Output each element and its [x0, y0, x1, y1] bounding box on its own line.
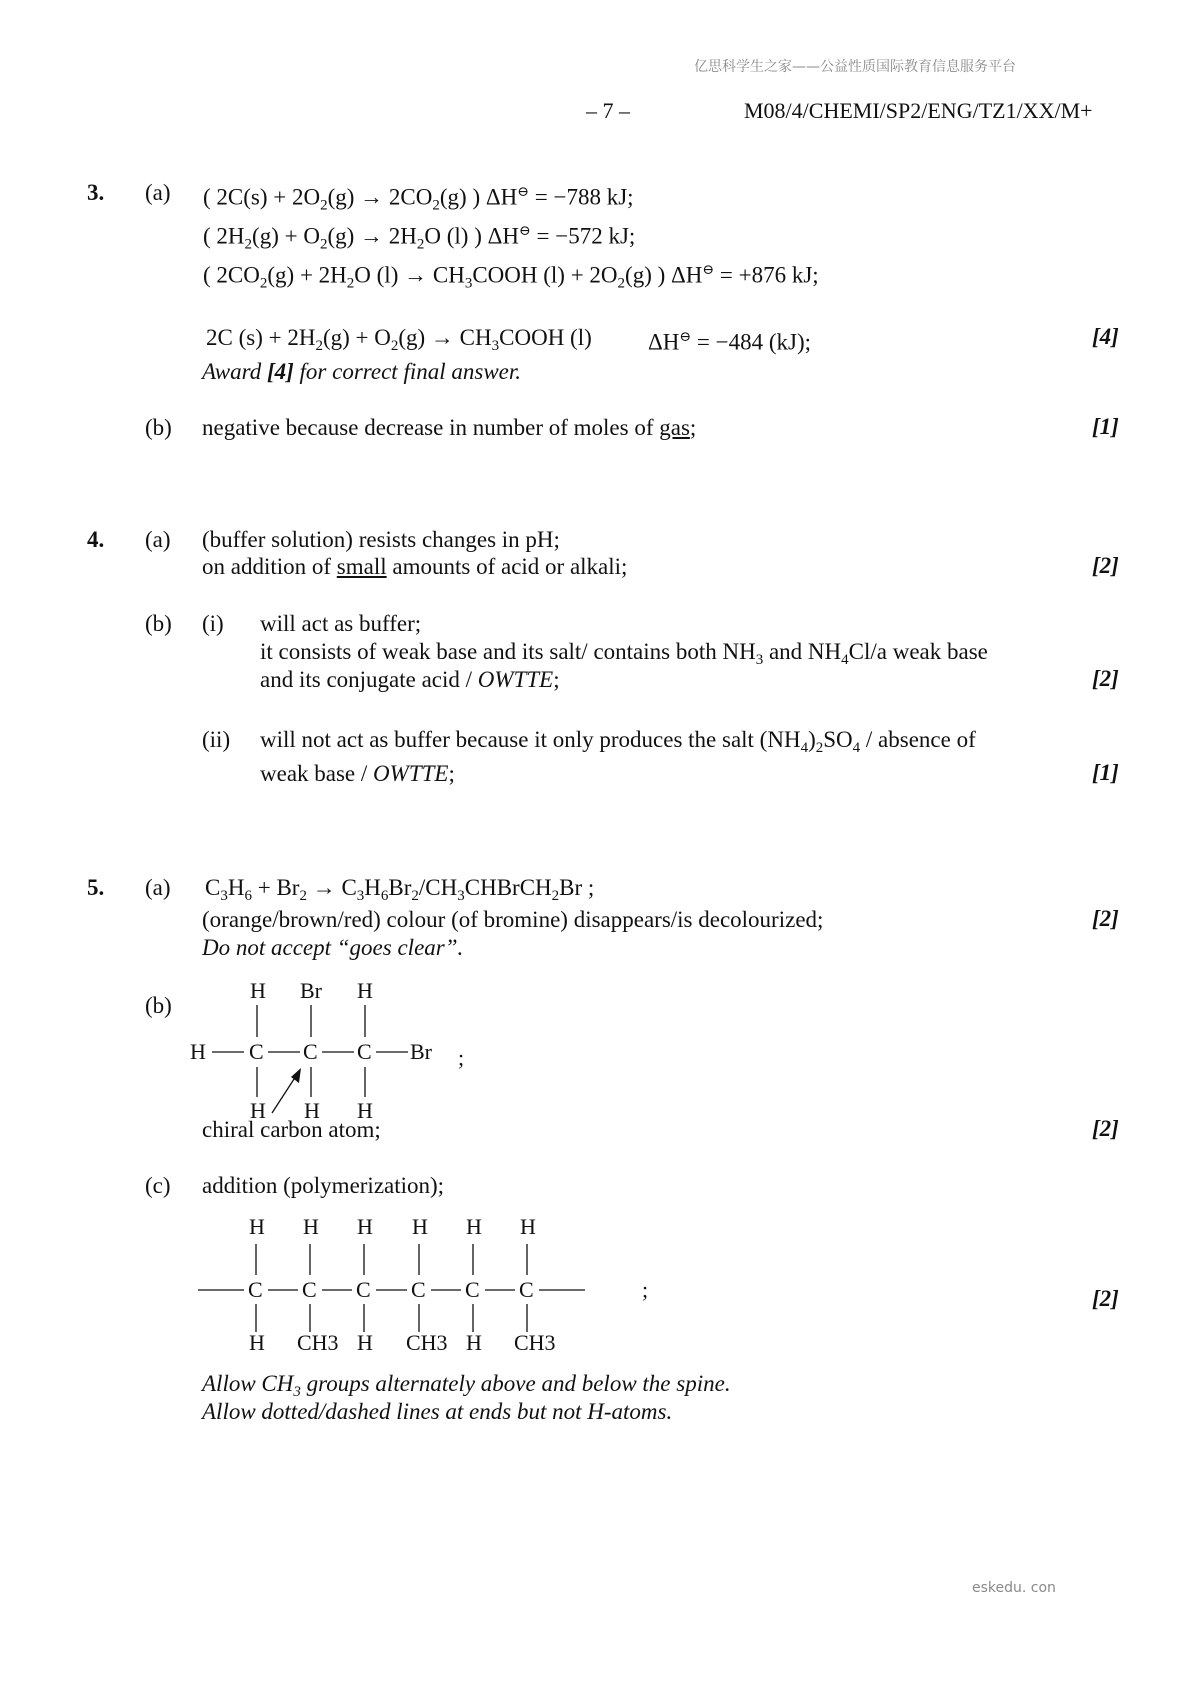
q3a-equation-3: ( $2CO_2(g) + 2H_2O$ $(l) \to CH_3COOH$ $(l) + 2O_2(g)$ ) ΔH⊖ = +876 kJ;	[203, 262, 819, 292]
q3a-final-equation: 2C $(s) + 2H_2(g) + O_2(g)$ → $CH_3COOH$ (l)	[206, 325, 592, 354]
atom-br-right: Br	[410, 1039, 432, 1064]
top-atom-6: H	[520, 1214, 536, 1239]
polypropene-structure	[190, 1200, 690, 1350]
carbon-6: C	[519, 1277, 534, 1302]
q4bii-mark: [1]	[1092, 760, 1119, 785]
q5c-mark: [2]	[1092, 1286, 1119, 1311]
q5c-note-2: Allow dotted/dashed lines at ends but not H-atoms.	[202, 1399, 673, 1424]
structure-semicolon: ;	[642, 1277, 649, 1302]
top-atom-2: H	[303, 1214, 319, 1239]
carbon-2: C	[302, 1277, 317, 1302]
bottom-atom-3: H	[357, 1330, 373, 1350]
q3a-final-enthalpy: ΔH⊖ = −484 (kJ);	[648, 329, 811, 355]
q4bi-label: (i)	[202, 611, 224, 636]
atom-c2: C	[303, 1039, 318, 1064]
bottom-atom-2: CH3	[297, 1330, 339, 1350]
bottom-atom-6: CH3	[514, 1330, 556, 1350]
q5b-mark: [2]	[1092, 1116, 1119, 1141]
carbon-3: C	[356, 1277, 371, 1302]
q5a-mark: [2]	[1092, 906, 1119, 931]
chiral-arrow-shaft	[272, 1076, 296, 1113]
q4bi-line-1: will act as buffer;	[260, 611, 422, 636]
dibromopropane-structure	[180, 975, 500, 1125]
q3a-note: Award [4] for correct final answer.	[202, 359, 522, 384]
paper-code: M08/4/CHEMI/SP2/ENG/TZ1/XX/M+	[744, 98, 1093, 123]
q5a-label: (a)	[145, 875, 171, 900]
q4-number: 4.	[87, 527, 105, 552]
top-atom-5: H	[466, 1214, 482, 1239]
q5b-caption: chiral carbon atom;	[202, 1117, 381, 1142]
page-number: – 7 –	[586, 98, 630, 123]
carbon-1: C	[248, 1277, 263, 1302]
q4a-mark: [2]	[1092, 553, 1119, 578]
q4b-label: (b)	[145, 611, 172, 636]
q3a-equation-1: ( $2C(s) + 2O_2(g) \to 2CO_2(g)$ ) ΔH⊖ = −788 kJ;	[203, 184, 634, 214]
q3b-text: negative because decrease in number of moles of gas;	[202, 415, 697, 440]
atom-h-top-1: H	[250, 978, 266, 1003]
atom-br-top: Br	[300, 978, 322, 1003]
q3a-label: (a)	[145, 180, 171, 205]
atom-h-bot-1: H	[250, 1098, 266, 1123]
atom-h-bot-3: H	[357, 1098, 373, 1123]
q3b-mark: [1]	[1092, 414, 1119, 439]
bottom-atom-5: H	[466, 1330, 482, 1350]
q5c-note-1: Allow $CH_3$ groups alternately above and below the spine.	[202, 1371, 731, 1400]
q5a-note: Do not accept “goes clear”.	[202, 935, 464, 960]
top-atom-3: H	[357, 1214, 373, 1239]
q5b-label: (b)	[145, 993, 172, 1018]
q4a-line-1: (buffer solution) resists changes in pH;	[202, 527, 560, 552]
q3a-equation-2: ( $2H_2(g) + O_2(g) \to 2H_2O$ (l) ) ΔH⊖ = −572 kJ;	[203, 223, 636, 253]
carbon-5: C	[465, 1277, 480, 1302]
watermark-bottom: eskedu. con	[972, 1580, 1056, 1596]
top-atom-1: H	[249, 1214, 265, 1239]
watermark-top: 亿思科学生之家——公益性质国际教育信息服务平台	[694, 59, 1016, 75]
carbon-4: C	[411, 1277, 426, 1302]
top-atom-4: H	[412, 1214, 428, 1239]
q5a-equation: $C_3H_6 + Br_2$ → $C_3H_6Br_2/CH_3CHBrCH_2Br$ ;	[205, 875, 595, 904]
atom-h-left: H	[190, 1039, 206, 1064]
q5-number: 5.	[87, 875, 105, 900]
bottom-atom-1: H	[249, 1330, 265, 1350]
atom-c1: C	[249, 1039, 264, 1064]
q5a-line-2: (orange/brown/red) colour (of bromine) disappears/is decolourized;	[202, 907, 824, 932]
atom-h-bot-2: H	[304, 1098, 320, 1123]
q4a-label: (a)	[145, 527, 171, 552]
q4bi-mark: [2]	[1092, 666, 1119, 691]
q4bii-line-2: weak base / OWTTE;	[260, 761, 455, 786]
q4a-line-2: on addition of small amounts of acid or alkali;	[202, 554, 628, 579]
atom-h-top-3: H	[357, 978, 373, 1003]
q5c-text: addition (polymerization);	[202, 1173, 445, 1198]
q4bi-line-3: and its conjugate acid / OWTTE;	[260, 667, 560, 692]
q3b-label: (b)	[145, 415, 172, 440]
structure-semicolon: ;	[458, 1045, 465, 1070]
atom-c3: C	[357, 1039, 372, 1064]
q4bi-line-2: it consists of weak base and its salt/ contains both $NH_3$ and $NH_4Cl/a$ weak base	[260, 639, 988, 668]
q4bii-line-1: will not act as buffer because it only produces the salt $(NH_4)_2SO_4$ / absence of	[260, 727, 976, 756]
q3-number: 3.	[87, 180, 105, 205]
bottom-atom-4: CH3	[406, 1330, 448, 1350]
q4bii-label: (ii)	[202, 727, 231, 752]
q5c-label: (c)	[145, 1173, 171, 1198]
q3a-mark: [4]	[1092, 324, 1119, 349]
